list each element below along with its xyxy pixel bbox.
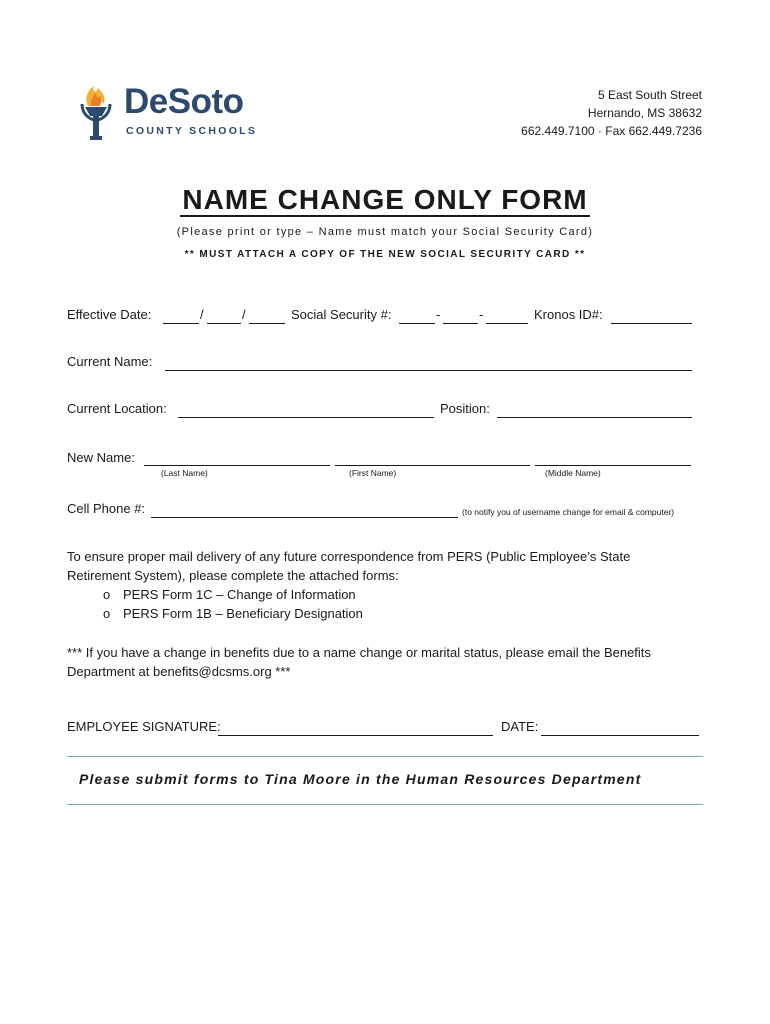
pers-list-item: [67, 585, 707, 604]
torch-logo-icon: [76, 82, 116, 144]
current-name-label: Current Name:: [67, 354, 153, 369]
new-last-name-field[interactable]: [144, 451, 330, 466]
ssn-part3-field[interactable]: [486, 309, 528, 324]
form-subtitle: (Please print or type – Name must match your Social Security Card): [176, 226, 594, 238]
bullet: o: [103, 606, 111, 621]
pers-item-text: PERS Form 1B – Beneficiary Designation: [123, 606, 363, 621]
benefits-text-line: *** If you have a change in benefits due to a name change or marital status, please email the Benefits: [67, 645, 651, 660]
logo-name: DeSoto: [124, 82, 244, 121]
attach-notice: ** MUST ATTACH A COPY OF THE NEW SOCIAL SECURITY CARD **: [184, 249, 586, 260]
date-field[interactable]: [541, 721, 699, 736]
benefits-paragraph: [67, 643, 707, 681]
address-block: [521, 86, 702, 140]
current-location-field[interactable]: [178, 403, 434, 418]
ssn-separator: -: [479, 307, 484, 322]
date-label: DATE:: [501, 719, 539, 734]
position-field[interactable]: [497, 403, 692, 418]
ssn-part1-field[interactable]: [399, 309, 435, 324]
cell-phone-note: (to notify you of username change for email & computer): [462, 507, 675, 517]
form-title: NAME CHANGE ONLY FORM: [182, 184, 588, 215]
effective-date-year-field[interactable]: [249, 309, 285, 324]
ssn-label: Social Security #:: [291, 307, 392, 322]
divider: [67, 804, 703, 805]
middle-name-hint: (Middle Name): [545, 468, 601, 478]
current-location-label: Current Location:: [67, 401, 167, 416]
ssn-separator: -: [436, 307, 441, 322]
pers-text-line: To ensure proper mail delivery of any future correspondence from PERS (Public Employee’s State: [67, 549, 631, 564]
pers-list-item: [67, 604, 707, 623]
effective-date-day-field[interactable]: [207, 309, 241, 324]
form-title-wrap: [0, 184, 770, 216]
address-line: 5 East South Street: [597, 88, 702, 102]
signature-field[interactable]: [218, 721, 493, 736]
kronos-label: Kronos ID#:: [534, 307, 603, 322]
bullet: o: [103, 587, 111, 602]
position-label: Position:: [440, 401, 490, 416]
new-name-label: New Name:: [67, 450, 135, 465]
address-line: Hernando, MS 38632: [587, 106, 702, 120]
benefits-text-line: Department at benefits@dcsms.org ***: [67, 664, 291, 679]
date-separator: /: [200, 307, 204, 322]
kronos-id-field[interactable]: [611, 309, 692, 324]
new-middle-name-field[interactable]: [535, 451, 691, 466]
new-first-name-field[interactable]: [335, 451, 530, 466]
last-name-hint: (Last Name): [161, 468, 208, 478]
ssn-part2-field[interactable]: [443, 309, 478, 324]
submit-instructions: Please submit forms to Tina Moore in the Human Resources Department: [79, 771, 642, 787]
date-separator: /: [242, 307, 246, 322]
cell-phone-label: Cell Phone #:: [67, 501, 146, 516]
current-name-field[interactable]: [165, 356, 692, 371]
effective-date-month-field[interactable]: [163, 309, 199, 324]
pers-text-line: Retirement System), please complete the attached forms:: [67, 568, 399, 583]
signature-label: EMPLOYEE SIGNATURE:: [67, 719, 221, 734]
pers-item-text: PERS Form 1C – Change of Information: [123, 587, 356, 602]
logo-subtitle: COUNTY SCHOOLS: [126, 125, 258, 137]
pers-paragraph: [67, 547, 707, 623]
effective-date-label: Effective Date:: [67, 307, 152, 322]
address-line: 662.449.7100 · Fax 662.449.7236: [521, 124, 702, 138]
first-name-hint: (First Name): [349, 468, 397, 478]
cell-phone-field[interactable]: [151, 503, 458, 518]
divider: [67, 756, 703, 757]
